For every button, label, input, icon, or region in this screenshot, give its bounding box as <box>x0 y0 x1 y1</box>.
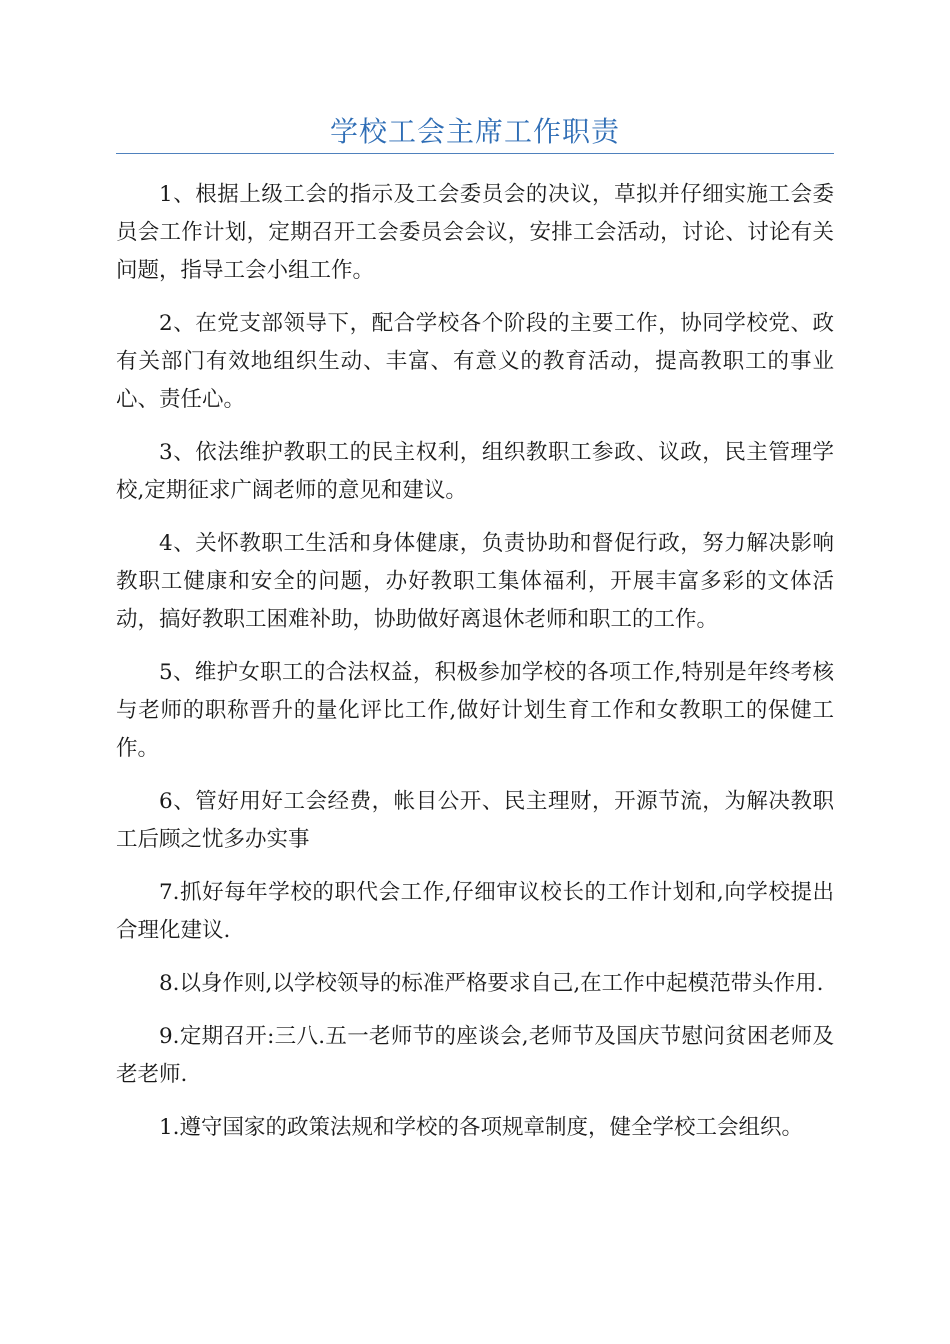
document-title: 学校工会主席工作职责 <box>329 115 620 148</box>
paragraph-10: 1.遵守国家的政策法规和学校的各项规章制度，健全学校工会组织。 <box>159 1115 804 1140</box>
paragraph-7: 7.抓好每年学校的职代会工作,仔细审议校长的工作计划和,向学校提出合理化建议. <box>116 880 834 943</box>
document-body <box>116 176 834 1162</box>
paragraph-3: 3、依法维护教职工的民主权利，组织教职工参政、议政，民主管理学校,定期征求广阔老师的意见和建议。 <box>116 440 834 503</box>
title-underline <box>116 153 834 154</box>
paragraph-6: 6、管好用好工会经费，帐目公开、民主理财，开源节流，为解决教职工后顾之忧多办实事 <box>116 789 834 852</box>
paragraph-9: 9.定期召开:三八.五一老师节的座谈会,老师节及国庆节慰问贫困老师及老老师. <box>116 1024 834 1087</box>
paragraph-5: 5、维护女职工的合法权益，积极参加学校的各项工作,特别是年终考核与老师的职称晋升的量化评比工作,做好计划生育工作和女教职工的保健工作。 <box>116 660 834 761</box>
paragraph-1: 1、根据上级工会的指示及工会委员会的决议，草拟并仔细实施工会委员会工作计划，定期召开工会委员会会议，安排工会活动，讨论、讨论有关问题，指导工会小组工作。 <box>116 182 834 283</box>
paragraph-4: 4、关怀教职工生活和身体健康，负责协助和督促行政，努力解决影响教职工健康和安全的问题，办好教职工集体福利，开展丰富多彩的文体活动，搞好教职工困难补助，协助做好离退休老师和职工的工作。 <box>116 531 834 632</box>
paragraph-8: 8.以身作则,以学校领导的标准严格要求自己,在工作中起模范带头作用. <box>159 971 824 996</box>
paragraph-2: 2、在党支部领导下，配合学校各个阶段的主要工作，协同学校党、政有关部门有效地组织生动、丰富、有意义的教育活动，提高教职工的事业心、责任心。 <box>116 311 834 412</box>
